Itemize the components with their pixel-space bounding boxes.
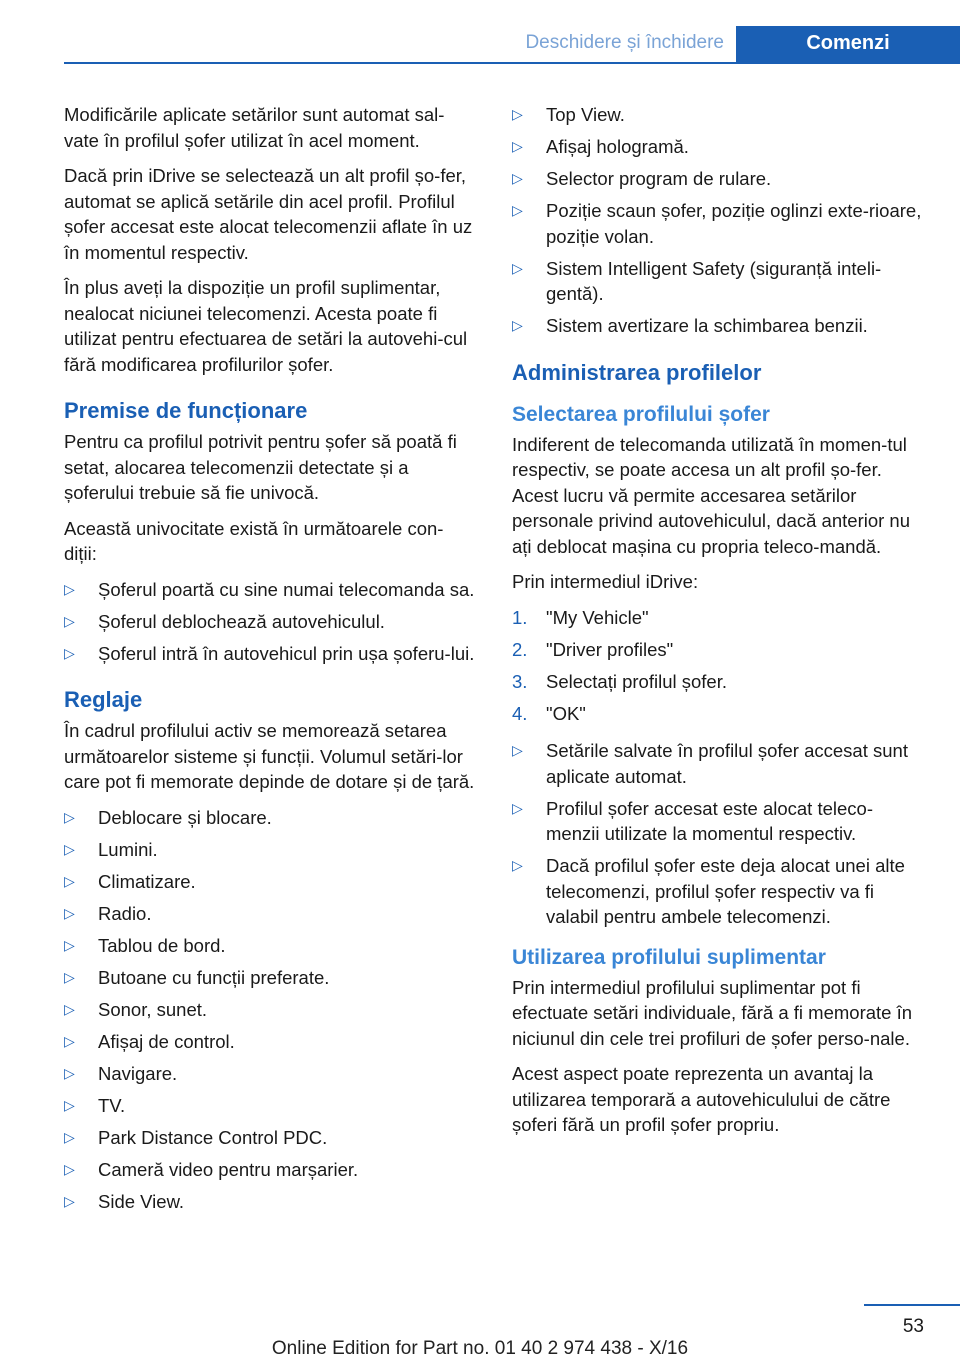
header-chapter-tab: Comenzi	[736, 26, 960, 62]
list-item: ▷ Șoferul poartă cu sine numai telecomanda sa.	[64, 577, 476, 603]
triangle-bullet-icon: ▷	[64, 936, 75, 953]
triangle-bullet-icon: ▷	[512, 799, 523, 816]
triangle-bullet-icon: ▷	[64, 1064, 75, 1081]
triangle-bullet-icon: ▷	[512, 202, 523, 218]
header-section-title: Deschidere și închidere	[525, 32, 724, 53]
list-item: ▷ Climatizare.	[64, 869, 476, 895]
list-item: ▷ Afișaj hologramă.	[512, 134, 924, 160]
paragraph: Dacă prin iDrive se selectează un alt profil șo‐fer, automat se aplică setările din acel profil. Profilul șofer accesat este alocat telecomenzii aflate în uz în momentul respectiv.	[64, 165, 473, 263]
list-item: ▷ Sistem avertizare la schimbarea benzii.	[512, 313, 924, 339]
triangle-bullet-icon: ▷	[64, 1032, 75, 1049]
list-item: ▷ Poziție scaun șofer, poziție oglinzi exte‐rioare, poziție volan.	[512, 200, 922, 247]
steps-list	[512, 605, 924, 727]
triangle-bullet-icon: ▷	[512, 317, 523, 333]
list-item: ▷ Profilul șofer accesat este alocat teleco‐menzii utilizate la momentul respectiv.	[512, 797, 873, 844]
section-heading-premise: Premise de funcționare	[64, 398, 308, 423]
triangle-bullet-icon: ▷	[64, 1192, 75, 1209]
step-item: 1. "My Vehicle"	[512, 605, 924, 631]
triangle-bullet-icon: ▷	[512, 857, 523, 873]
list-item: ▷ Radio.	[64, 901, 476, 927]
triangle-bullet-icon: ▷	[512, 742, 523, 758]
list-item: ▷ Șoferul deblochează autovehiculul.	[64, 609, 476, 635]
list-item: ▷ Selector program de rulare.	[512, 166, 924, 192]
list-item: ▷ Sistem Intelligent Safety (siguranță inteli‐gentă).	[512, 257, 882, 304]
section-heading-reglaje: Reglaje	[64, 687, 143, 712]
triangle-bullet-icon: ▷	[512, 106, 523, 122]
paragraph: În cadrul profilului activ se memorează setarea următoarelor sisteme și funcții. Volumul setări‐lor care pot fi memorate depinde de dotare și de țară.	[64, 720, 475, 792]
subsection-heading-select: Selectarea profilului șofer	[512, 402, 770, 426]
list-item: ▷ Park Distance Control PDC.	[64, 1125, 476, 1151]
step-item: 3. Selectați profilul șofer.	[512, 669, 924, 695]
list-item: ▷ Deblocare și blocare.	[64, 805, 476, 831]
page-header	[64, 26, 960, 64]
premise-list	[64, 577, 476, 667]
reglaje-list-continued	[512, 102, 924, 339]
list-item: ▷ Afișaj de control.	[64, 1029, 476, 1055]
edition-note: Online Edition for Part no. 01 40 2 974 438 - X/16	[271, 1338, 689, 1359]
paragraph: Prin intermediul iDrive:	[512, 571, 699, 592]
list-item: ▷ Sonor, sunet.	[64, 997, 476, 1023]
footer-rule	[864, 1304, 960, 1306]
list-item: ▷ Navigare.	[64, 1061, 476, 1087]
paragraph: Modificările aplicate setărilor sunt automat sal‐vate în profilul șofer utilizat în acel moment.	[64, 104, 445, 151]
step-number: 1.	[512, 606, 528, 628]
triangle-bullet-icon: ▷	[64, 1128, 75, 1145]
reglaje-list	[64, 805, 476, 1215]
list-item: ▷ Setările salvate în profilul șofer accesat sunt aplicate automat.	[512, 740, 908, 787]
triangle-bullet-icon: ▷	[512, 259, 523, 276]
paragraph: Acest aspect poate reprezenta un avantaj la utilizarea temporară a autovehiculului de către șoferi fără un profil șofer propriu.	[512, 1063, 891, 1135]
paragraph: Prin intermediul profilului suplimentar pot fi efectuate setări individuale, fără a fi memorate în niciunul din cele trei profiluri de șofer perso‐nale.	[512, 976, 913, 1049]
list-item: ▷ Butoane cu funcții preferate.	[64, 965, 476, 991]
list-item: ▷ Șoferul intră în autovehicul prin ușa șoferu‐lui.	[64, 641, 476, 667]
triangle-bullet-icon: ▷	[512, 170, 523, 186]
list-item: ▷ Tablou de bord.	[64, 933, 476, 959]
list-item: ▷ Side View.	[64, 1189, 476, 1215]
paragraph: Indiferent de telecomanda utilizată în momen‐tul respectiv, se poate accesa un alt profil șo‐fer. Acest lucru vă permite accesarea setărilor personale privind autovehiculul, dacă anterior nu ați deblocat mașina cu propria teleco‐mandă.	[512, 433, 911, 557]
triangle-bullet-icon: ▷	[64, 644, 75, 661]
list-item: ▷ TV.	[64, 1093, 476, 1119]
step-item: 2. "Driver profiles"	[512, 637, 924, 663]
triangle-bullet-icon: ▷	[64, 904, 75, 921]
triangle-bullet-icon: ▷	[64, 1000, 75, 1017]
triangle-bullet-icon: ▷	[64, 612, 75, 629]
paragraph: În plus aveți la dispoziție un profil suplimentar, nealocat niciunei telecomenzi. Acesta poate fi utilizat pentru efectuarea de setări la autovehi‐cul fără modificarea profilurilor șofer.	[64, 277, 468, 375]
triangle-bullet-icon: ▷	[64, 872, 75, 889]
section-heading-admin: Administrarea profilelor	[512, 359, 762, 385]
triangle-bullet-icon: ▷	[64, 968, 75, 985]
step-item: 4. "OK"	[512, 701, 924, 727]
list-item: ▷ Cameră video pentru marșarier.	[64, 1157, 476, 1183]
subsection-heading-extra: Utilizarea profilului suplimentar	[512, 945, 826, 969]
step-notes-list	[512, 738, 924, 930]
triangle-bullet-icon: ▷	[64, 1096, 75, 1113]
list-item: ▷ Lumini.	[64, 837, 476, 863]
triangle-bullet-icon: ▷	[64, 1160, 75, 1177]
paragraph: Pentru ca profilul potrivit pentru șofer să poată fi setat, alocarea telecomenzii detectate și a șoferului trebuie să fie univocă.	[64, 431, 457, 503]
left-column	[64, 102, 476, 1226]
list-item: ▷ Dacă profilul șofer este deja alocat unei alte telecomenzi, profilul șofer respectiv va fi valabil pentru ambele telecomenzi.	[512, 855, 905, 927]
step-number: 4.	[512, 702, 528, 724]
right-column	[512, 102, 924, 1148]
triangle-bullet-icon: ▷	[64, 840, 75, 857]
list-item: ▷ Top View.	[512, 102, 924, 128]
triangle-bullet-icon: ▷	[512, 138, 523, 154]
page-number: 53	[902, 1316, 924, 1337]
step-number: 2.	[512, 638, 528, 660]
step-number: 3.	[512, 670, 528, 692]
triangle-bullet-icon: ▷	[64, 808, 75, 825]
triangle-bullet-icon: ▷	[64, 580, 75, 597]
paragraph: Această univocitate există în următoarele con‐diții:	[64, 517, 444, 564]
